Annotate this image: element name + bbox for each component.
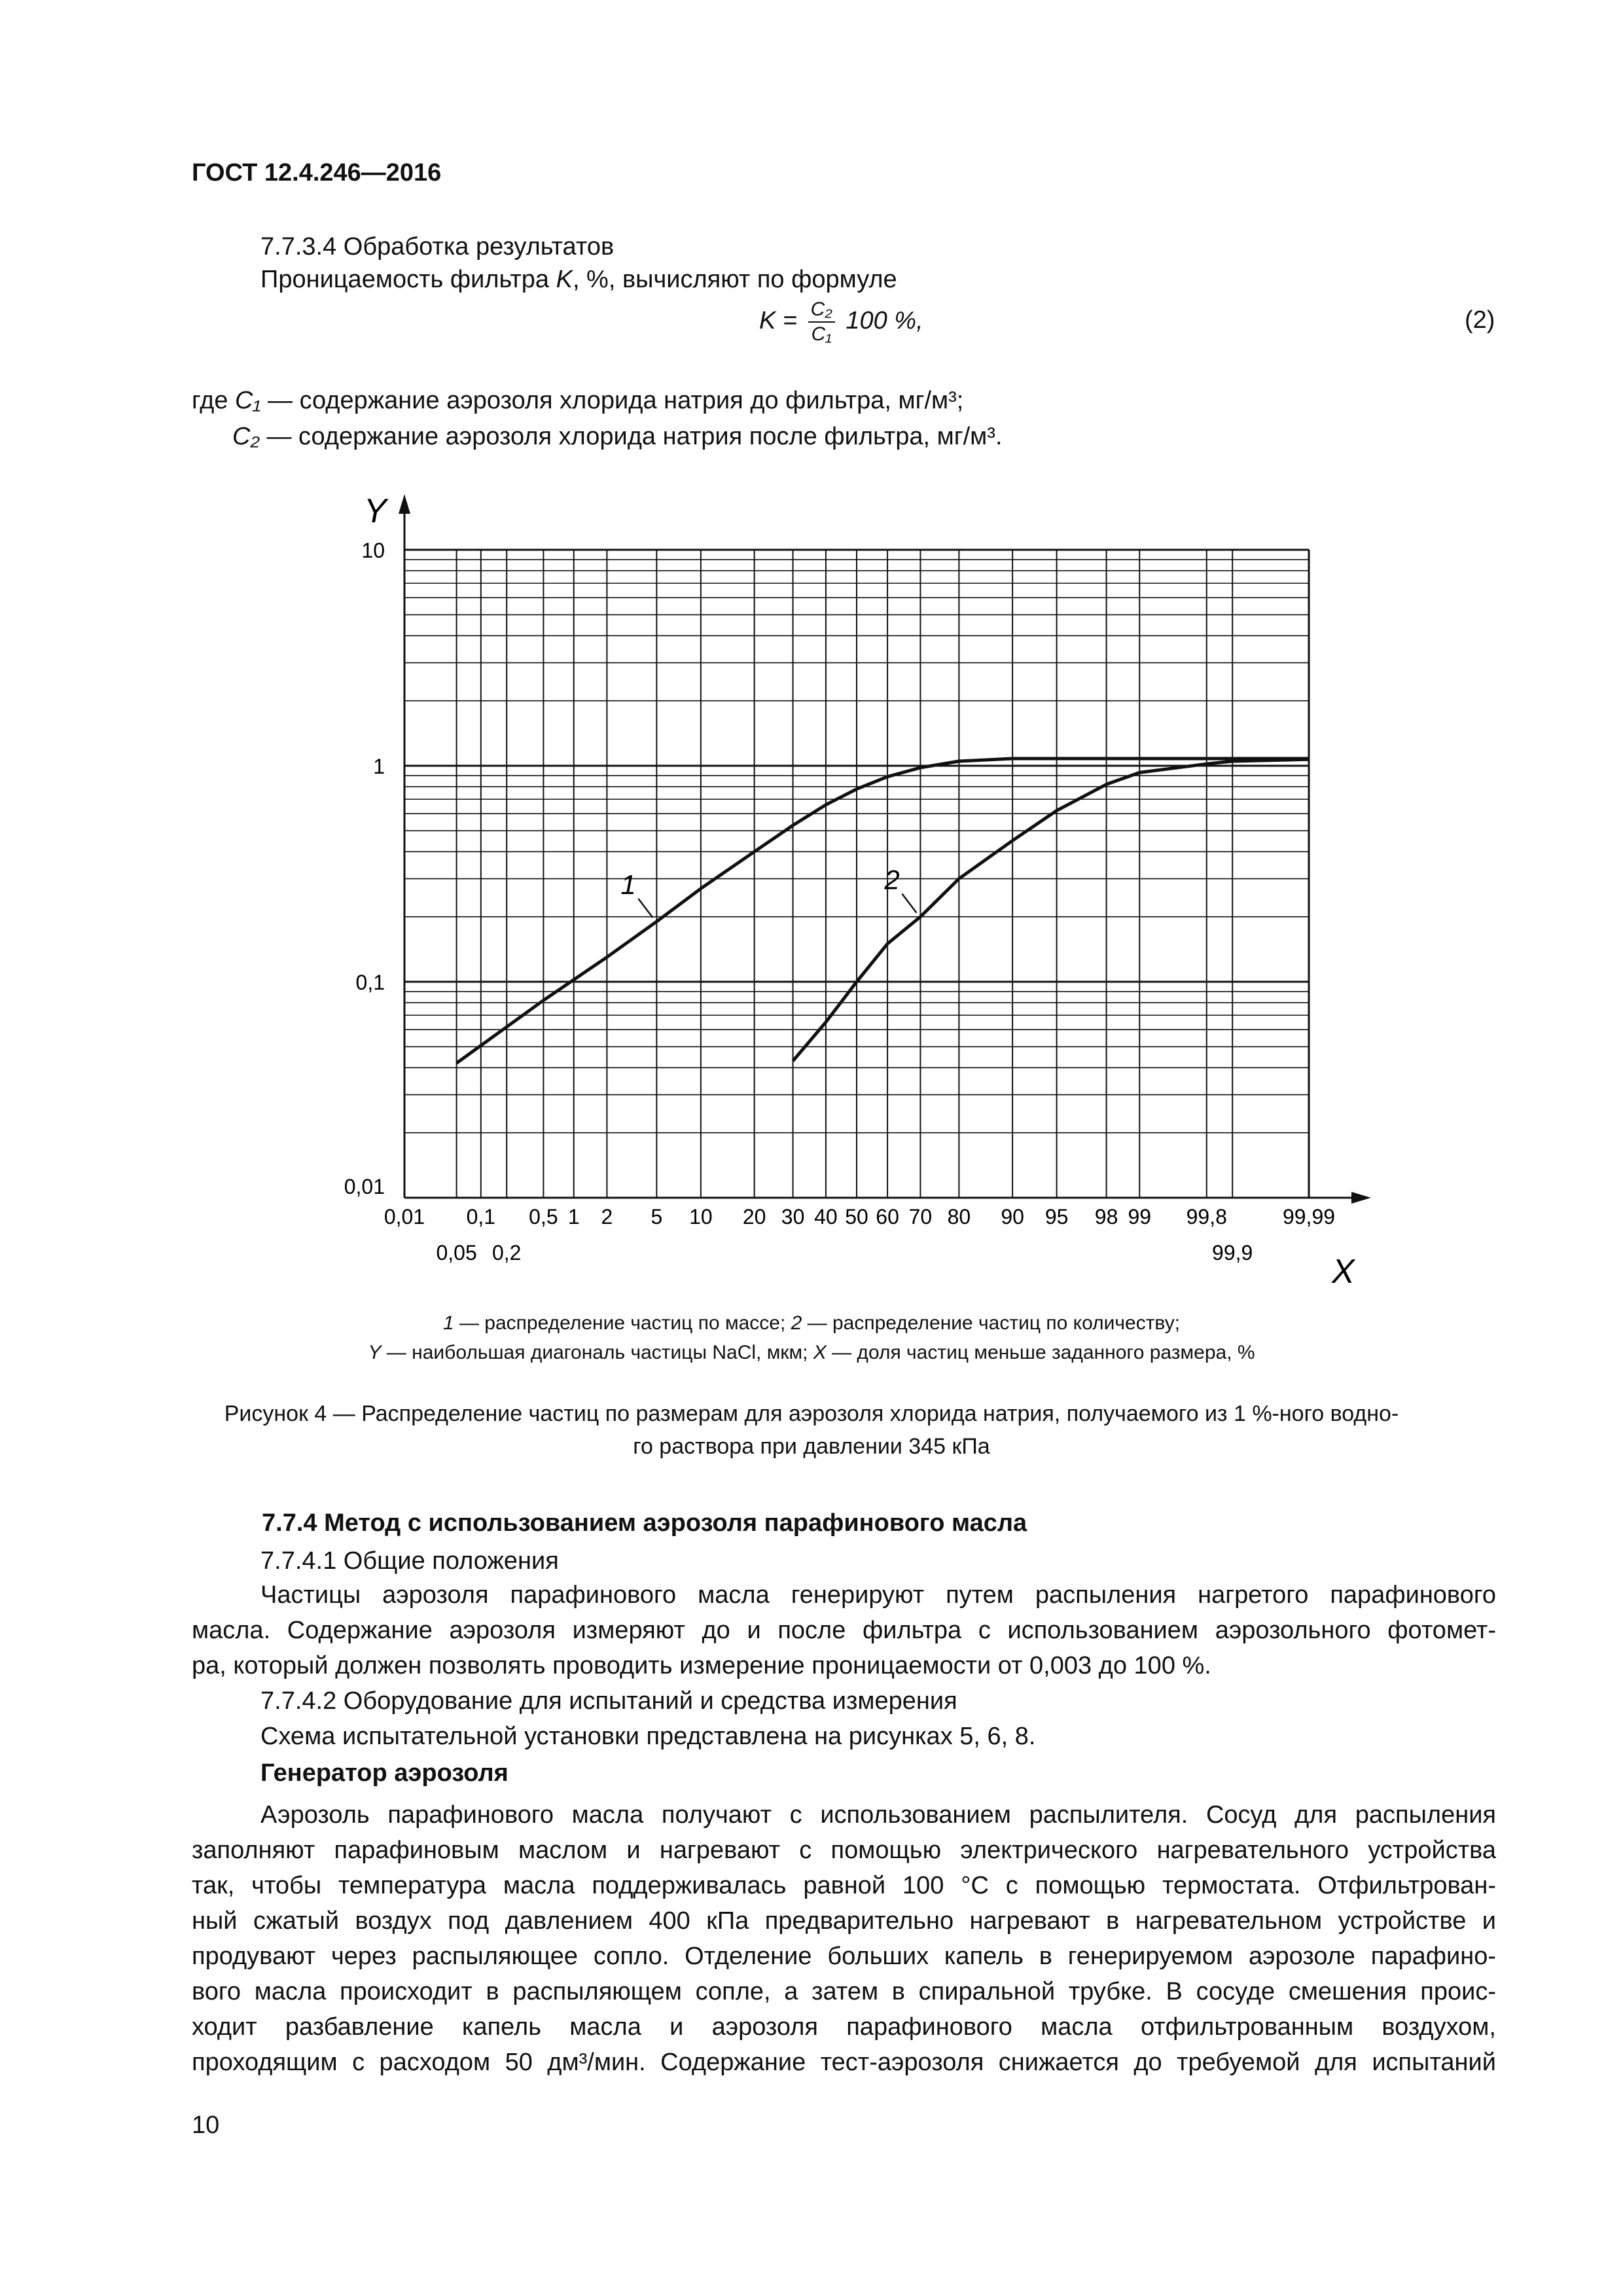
where-var-c2: C₂ [232,423,260,450]
x-tick-label: 95 [1044,1205,1069,1229]
figure-legend-line-2 [0,1338,1623,1367]
legend-y: Y [368,1342,382,1363]
where-prefix: где [192,387,228,414]
where-line-2 [232,419,1003,454]
legend-x: X [813,1342,827,1363]
intro-line [260,262,897,297]
subsection-heading-7741: 7.7.4.1 Общие положения [260,1547,559,1575]
paragraph-3-line-4: ный сжатый воздух под давлением 400 кПа предварительно нагревают в нагревательном устройстве и [192,1907,1496,1935]
series-curve-1 [457,759,1309,1063]
generator-heading: Генератор аэрозоля [260,1759,508,1787]
equation-number: (2) [1465,306,1495,334]
x-tick-label: 99,8 [1186,1205,1227,1229]
x-tick-label: 98 [1094,1205,1118,1229]
figure-caption-line-2: го раствора при давлении 345 кПа [633,1434,990,1459]
x-tick-label: 90 [1001,1205,1024,1229]
x-axis-label: X [1332,1253,1355,1291]
paragraph-3-line-7: ходит разбавление капель масла и аэрозоля парафинового масла отфильтрованным воздухом, [192,2013,1496,2041]
y-tick-label: 0,01 [344,1175,385,1198]
x-tick-label: 0,05 [436,1241,477,1265]
legend-text-1: — распределение частиц по массе; [454,1312,791,1334]
x-tick-label: 99 [1128,1205,1152,1229]
x-tick-label: 50 [845,1205,868,1229]
where-text-c1: — содержание аэрозоля хлорида натрия до фильтра, мг/м³; [260,387,964,414]
document-code: ГОСТ 12.4.246—2016 [192,159,442,187]
paragraph-3-line-6: вого масла происходит в распыляющем сопле, а затем в спиральной трубке. В сосуде смешения проис- [192,1978,1496,2005]
chart-series [457,759,1309,1063]
series-leader-2 [902,894,916,913]
paragraph-1-line-3: ра, который должен позволять проводить измерение проницаемости от 0,003 до 100 %. [192,1652,1211,1679]
x-tick-label: 70 [908,1205,933,1229]
formula-denominator: C₁ [811,323,832,345]
intro-variable: K [556,266,573,293]
paragraph-3-line-3: так, чтобы температура масла поддерживалась равной 100 °С с помощью термостата. Отфильтрован- [192,1872,1496,1899]
chart-grid [404,550,1309,1198]
formula-fraction [808,298,835,346]
where-line-1 [192,383,963,418]
section-heading-774: 7.7.4 Метод с использованием аэрозоля парафинового масла [262,1509,1027,1537]
particle-distribution-chart [327,484,1400,1302]
legend-num-2: 2 [791,1312,802,1334]
x-tick-label: 40 [814,1205,838,1229]
x-tick-label: 2 [601,1205,613,1229]
chart-axes [399,494,1371,1204]
x-tick-label: 5 [651,1205,663,1229]
formula-rhs: 100 %, [846,307,923,335]
subsection-heading-7734: 7.7.3.4 Обработка результатов [260,233,615,260]
x-axis-arrow [1351,1192,1371,1204]
x-tick-label: 0,2 [491,1241,522,1265]
x-tick-label: 0,1 [466,1205,496,1229]
intro-text: Проницаемость фильтра [260,266,550,293]
x-tick-label: 10 [689,1205,713,1229]
x-tick-label: 30 [781,1205,805,1229]
y-axis-label: Y [364,492,387,530]
y-tick-label: 10 [361,539,385,562]
paragraph-3-line-1: Аэрозоль парафинового масла получают с использованием распылителя. Сосуд для распыления [260,1801,1496,1829]
paragraph-2: Схема испытательной установки представлена на рисунках 5, 6, 8. [260,1723,1036,1750]
y-axis-arrow [399,494,410,514]
legend-text-x: — доля частиц меньше заданного размера, % [826,1342,1255,1363]
where-var-c1: C₁ [235,387,261,414]
paragraph-1-line-1: Частицы аэрозоля парафинового масла генерируют путем распыления нагретого парафинового [260,1581,1496,1609]
where-text-c2: — содержание аэрозоля хлорида натрия после фильтра, мг/м³. [259,423,1003,450]
paragraph-3-line-8: проходящим с расходом 50 дм³/мин. Содержание тест-аэрозоля снижается до требуемой для испытаний [192,2049,1496,2076]
legend-text-y: — наибольшая диагональ частицы NaCl, мкм; [381,1342,813,1363]
intro-rest: , %, вычисляют по формуле [572,266,897,293]
x-tick-label: 1 [567,1205,580,1229]
series-label-1: 1 [620,869,636,901]
y-tick-label: 1 [373,755,385,778]
x-tick-label: 60 [876,1205,899,1229]
paragraph-3-line-5: продувают через распыляющее сопло. Отделение больших капель в генерируемом аэрозоле парафино- [192,1943,1496,1970]
series-leader-1 [638,899,652,918]
subsection-heading-7742: 7.7.4.2 Оборудование для испытаний и средства измерения [260,1687,957,1715]
formula [759,298,923,346]
x-tick-label: 0,01 [383,1205,425,1229]
x-tick-label: 99,99 [1282,1205,1336,1229]
y-tick-label: 0,1 [355,971,385,994]
formula-numerator: C₂ [808,298,835,323]
formula-lhs: K = [759,307,798,335]
paragraph-3-line-2: заполняют парафиновым маслом и нагревают с помощью электрического нагревательного устройства [192,1837,1496,1864]
figure-caption-line-1: Рисунок 4 — Распределение частиц по размерам для аэрозоля хлорида натрия, получаемого из 1 %-ного водно- [224,1401,1399,1426]
figure-legend-line-1 [0,1309,1623,1338]
paragraph-1-line-2: масла. Содержание аэрозоля измеряют до и после фильтра с использованием аэрозольного фотомет- [192,1617,1496,1644]
page-number: 10 [192,2111,220,2139]
legend-text-2: — распределение частиц по количеству; [802,1312,1181,1334]
series-label-2: 2 [884,864,900,895]
x-tick-label: 80 [947,1205,971,1229]
x-tick-label: 0,5 [529,1205,558,1229]
chart-tick-labels [344,492,1356,1291]
legend-num-1: 1 [442,1312,454,1334]
x-tick-label: 99,9 [1212,1241,1253,1265]
x-tick-label: 20 [742,1205,766,1229]
